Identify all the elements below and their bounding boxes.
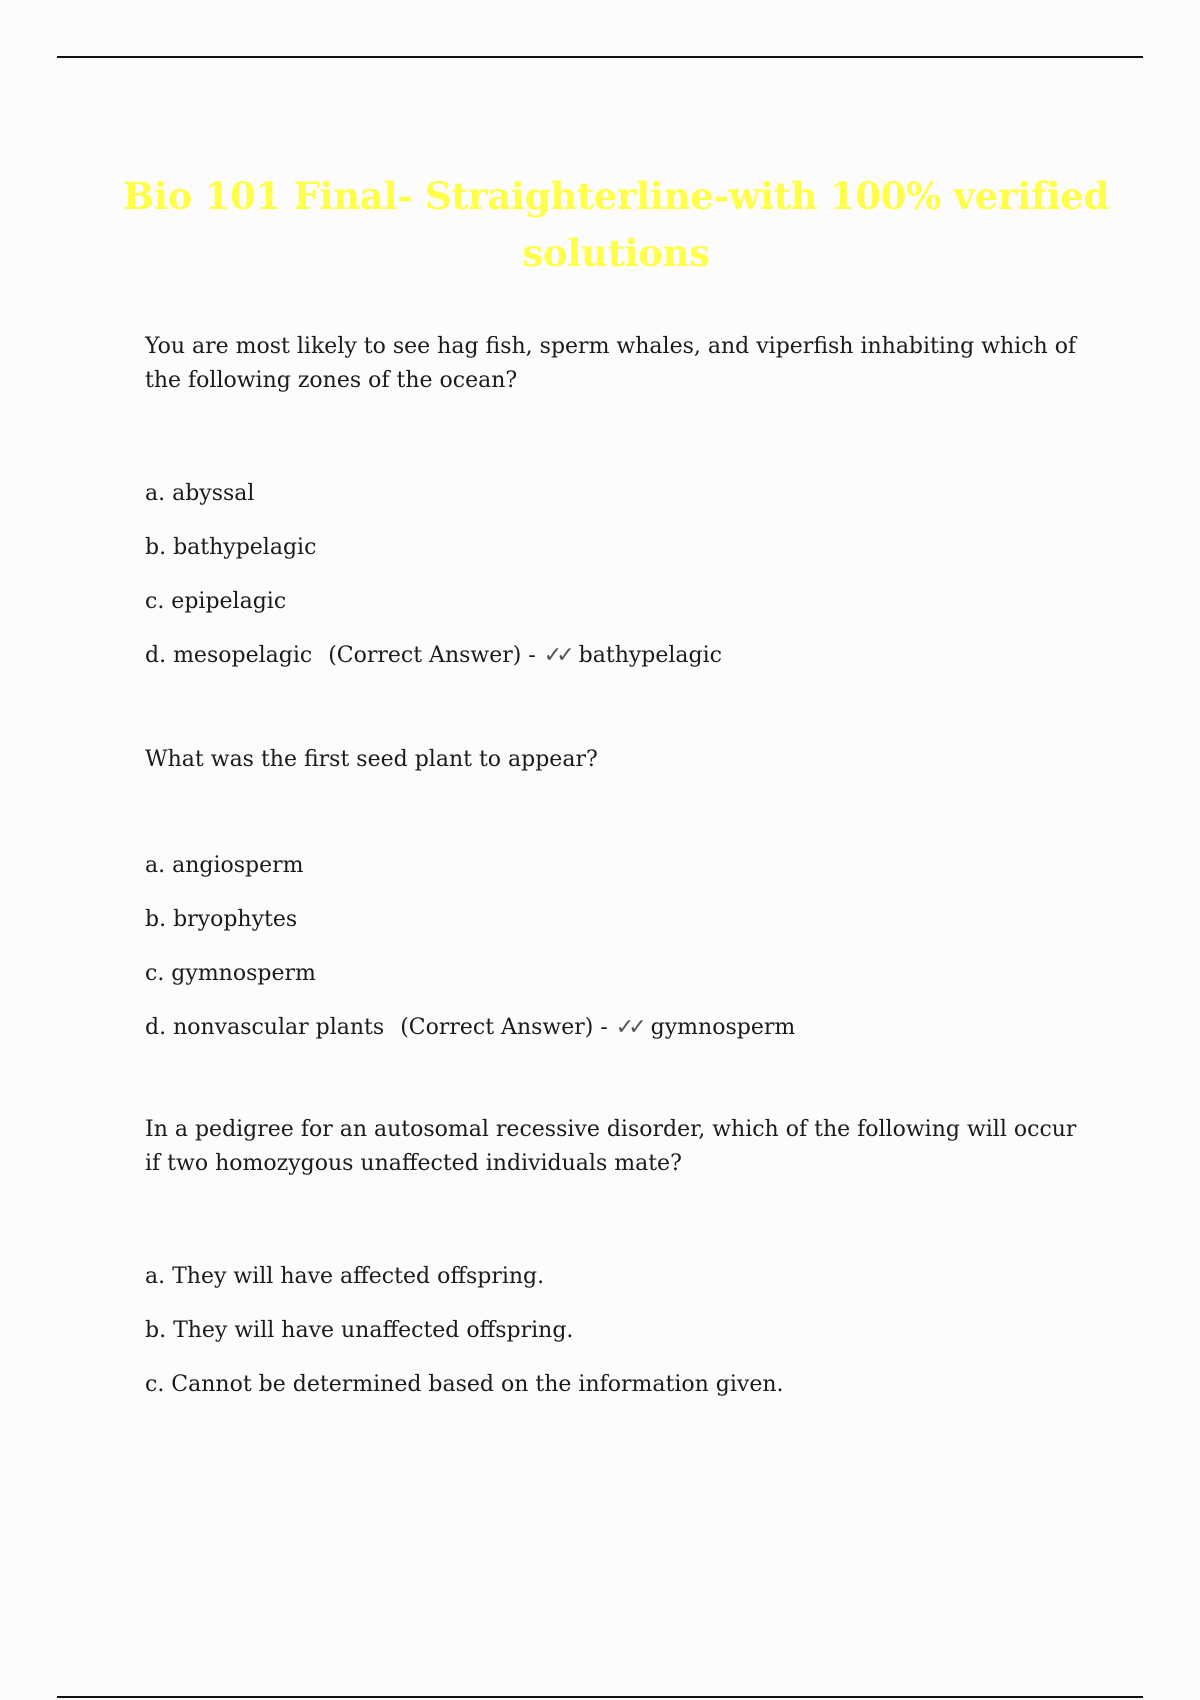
document-title: Bio 101 Final- Straighterline-with 100% verified solutions	[122, 173, 1110, 275]
option-item-with-answer	[145, 639, 1095, 673]
question-block-2	[145, 743, 1095, 1045]
question-block-1	[145, 330, 1095, 673]
options-list	[145, 849, 1095, 1045]
option-item: a. abyssal	[145, 481, 255, 506]
option-text: d. nonvascular plants	[145, 1015, 385, 1040]
option-item: a. angiosperm	[145, 853, 304, 878]
option-item-with-answer	[145, 1011, 1095, 1045]
question-block-3	[145, 1113, 1095, 1402]
double-check-icon: ✓✓	[615, 1015, 641, 1040]
correct-answer-value: bathypelagic	[578, 643, 722, 668]
options-list	[145, 1260, 1095, 1402]
option-item: b. bryophytes	[145, 907, 298, 932]
correct-answer-label: (Correct Answer) -	[328, 643, 536, 668]
option-item: c. epipelagic	[145, 589, 287, 614]
top-rule	[57, 56, 1143, 58]
option-item: c. Cannot be determined based on the information given.	[145, 1372, 784, 1397]
double-check-icon: ✓✓	[543, 643, 569, 668]
correct-answer-label: (Correct Answer) -	[400, 1015, 608, 1040]
option-item: b. bathypelagic	[145, 535, 317, 560]
document-content	[145, 330, 1095, 1422]
option-item: b. They will have unaffected offspring.	[145, 1318, 574, 1343]
option-text: d. mesopelagic	[145, 643, 313, 668]
correct-answer-value: gymnosperm	[650, 1015, 796, 1040]
question-text: You are most likely to see hag fish, sperm whales, and viperfish inhabiting which of the following zones of the ocean?	[145, 334, 1077, 393]
option-item: c. gymnosperm	[145, 961, 316, 986]
question-text: In a pedigree for an autosomal recessive disorder, which of the following will occur if two homozygous unaffected individuals mate?	[145, 1117, 1077, 1176]
bottom-rule	[57, 1696, 1143, 1698]
options-list	[145, 477, 1095, 673]
question-text: What was the first seed plant to appear?	[145, 747, 598, 772]
option-item: a. They will have affected offspring.	[145, 1264, 545, 1289]
